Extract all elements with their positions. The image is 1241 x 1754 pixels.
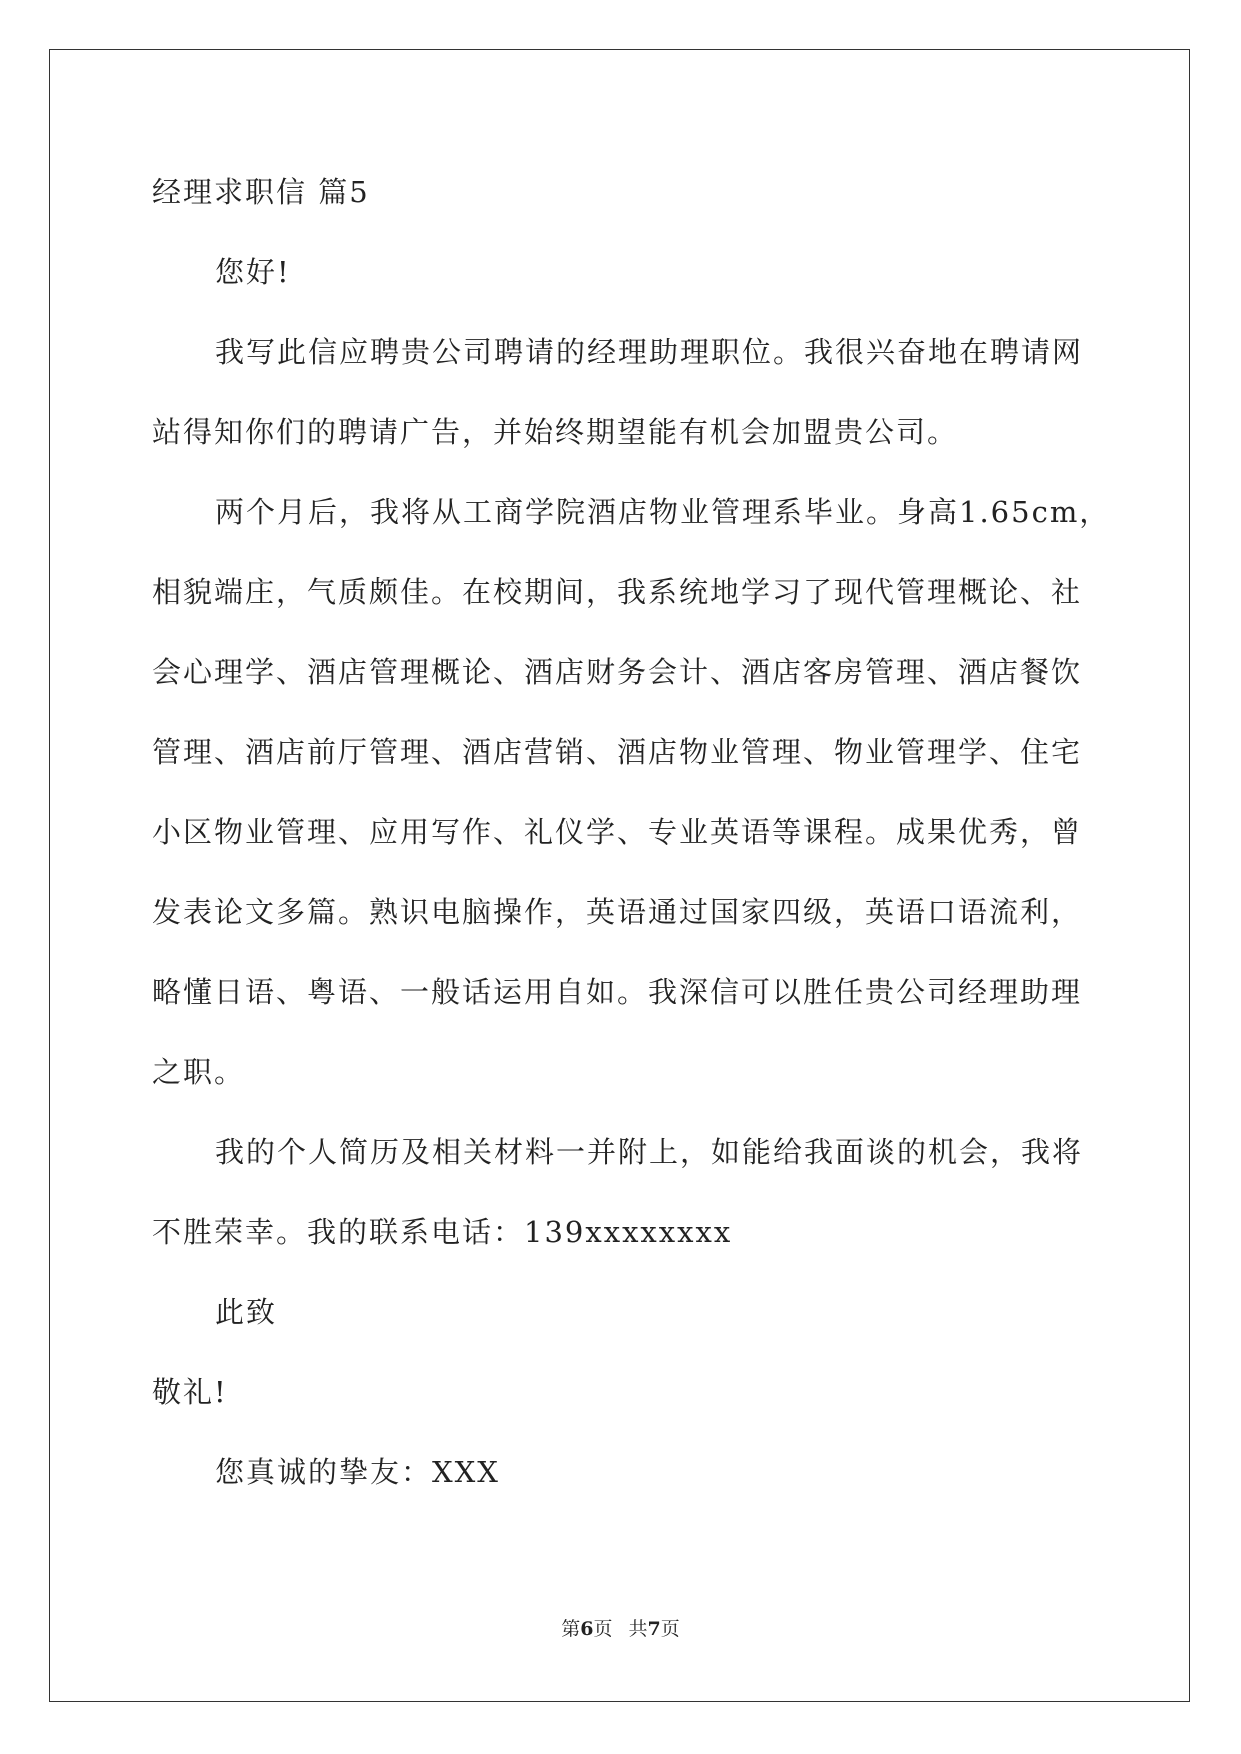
footer-total-prefix: 共 — [628, 1618, 648, 1640]
body-line: 小区物业管理、应用写作、礼仪学、专业英语等课程。成果优秀，曾 — [152, 815, 1083, 849]
body-line: 会心理学、酒店管理概论、酒店财务会计、酒店客房管理、酒店餐饮 — [152, 655, 1083, 689]
document-title: 经理求职信 篇5 — [152, 175, 370, 209]
body-line: 两个月后，我将从工商学院酒店物业管理系毕业。身高1.65cm， — [215, 495, 1111, 529]
page-footer — [0, 1614, 1241, 1641]
body-line: 管理、酒店前厅管理、酒店营销、酒店物业管理、物业管理学、住宅 — [152, 735, 1083, 769]
body-line: 相貌端庄，气质颇佳。在校期间，我系统地学习了现代管理概论、社 — [152, 575, 1083, 609]
current-page-number: 6 — [580, 1618, 594, 1640]
footer-page-word: 页 — [593, 1618, 613, 1640]
total-pages-number: 7 — [647, 1618, 661, 1640]
footer-prefix: 第 — [561, 1618, 581, 1640]
body-line: 发表论文多篇。熟识电脑操作，英语通过国家四级，英语口语流利， — [152, 895, 1083, 929]
closing-respect: 敬礼! — [152, 1375, 228, 1409]
contact-line: 不胜荣幸。我的联系电话：139xxxxxxxx — [152, 1215, 733, 1249]
closing-salutation: 此致 — [215, 1295, 278, 1329]
body-line: 之职。 — [152, 1055, 246, 1089]
body-line: 略懂日语、粤语、一般话运用自如。我深信可以胜任贵公司经理助理 — [152, 975, 1083, 1009]
body-line: 站得知你们的聘请广告，并始终期望能有机会加盟贵公司。 — [152, 415, 959, 449]
body-line: 我写此信应聘贵公司聘请的经理助理职位。我很兴奋地在聘请网 — [215, 335, 1084, 369]
body-line: 我的个人简历及相关材料一并附上，如能给我面谈的机会，我将 — [215, 1135, 1084, 1169]
signature-line: 您真诚的挚友：XXX — [215, 1455, 500, 1489]
footer-total-suffix: 页 — [660, 1618, 680, 1640]
greeting: 您好! — [215, 255, 291, 289]
